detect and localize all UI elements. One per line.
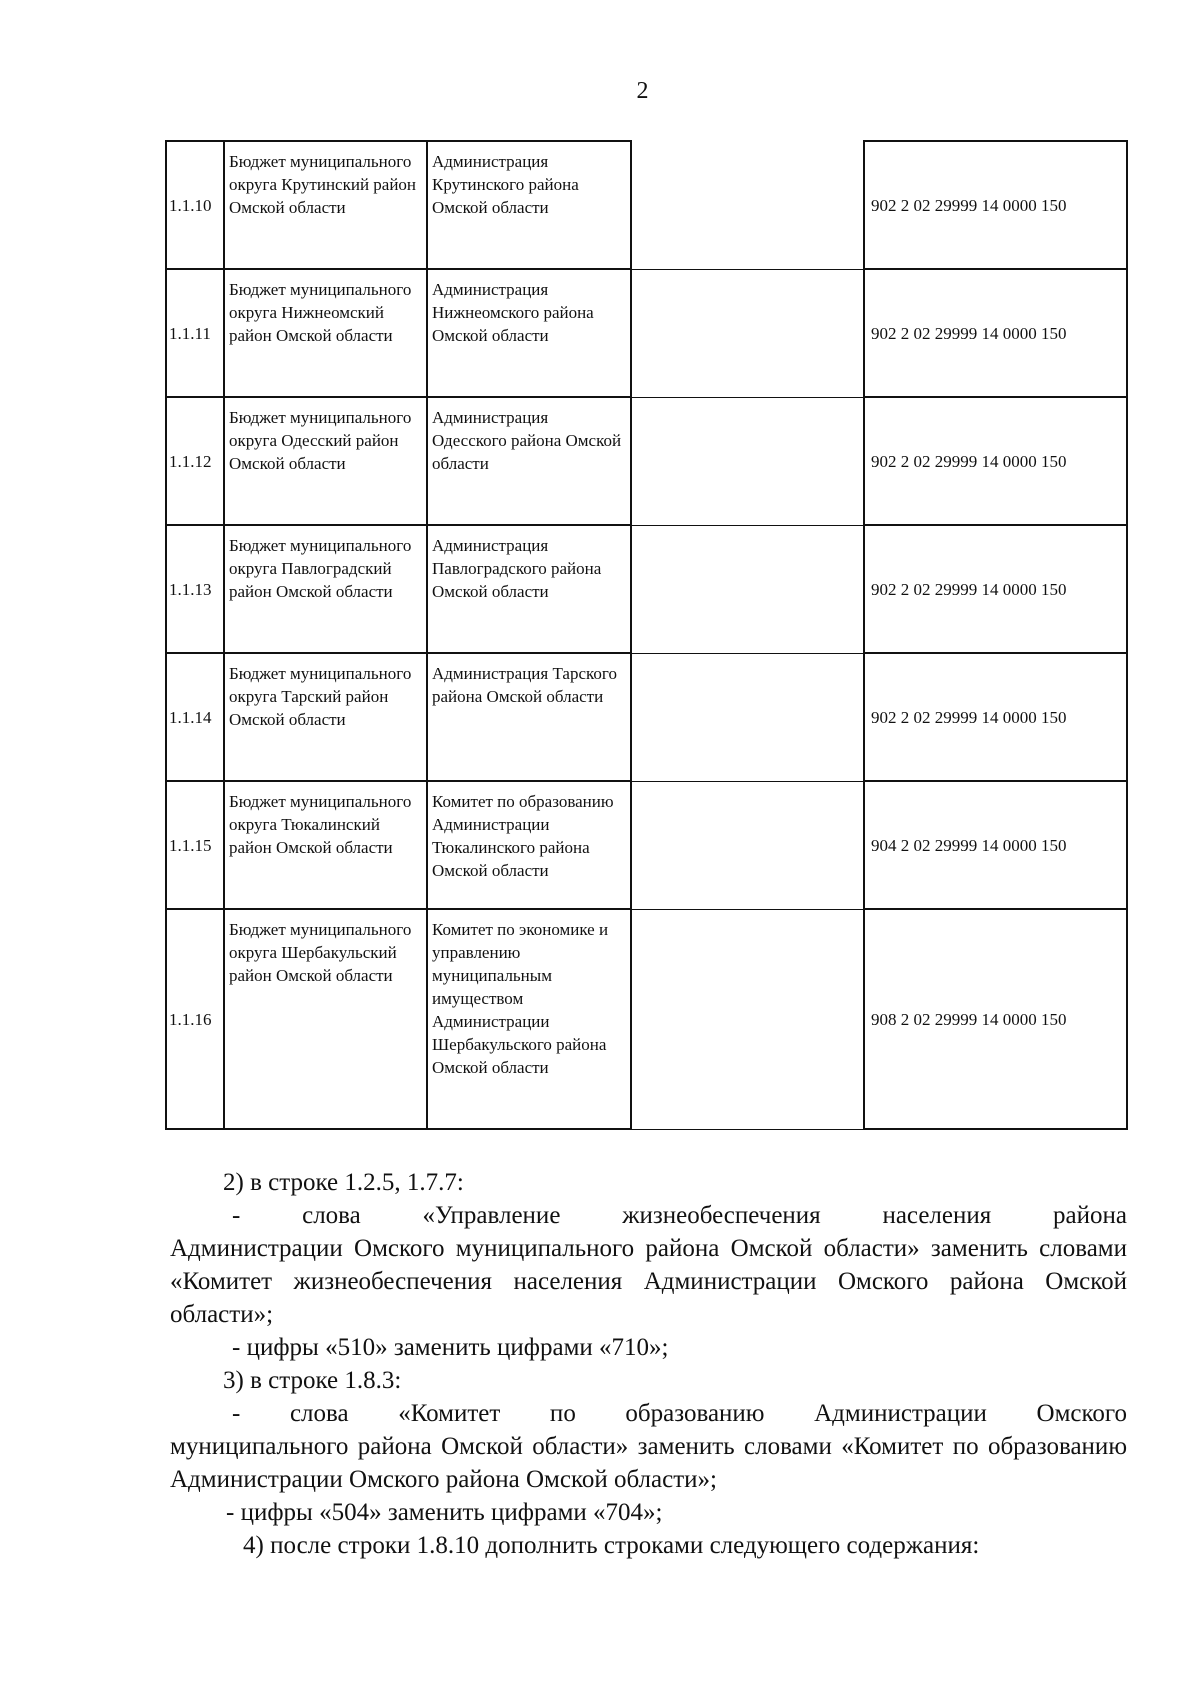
row-number: 1.1.12 <box>166 397 224 525</box>
budget-cell: Бюджет муниципального округа Тарский район Омской области <box>224 653 427 781</box>
paragraph: - цифры «510» заменить цифрами «710»; <box>232 1334 669 1361</box>
table-row <box>166 397 1127 525</box>
paragraph: - слова «Комитет по образованию Администрации Омского <box>232 1400 1127 1427</box>
table-row <box>166 909 1127 1129</box>
code-cell: 902 2 02 29999 14 0000 150 <box>864 397 1127 525</box>
paragraph: - цифры «504» заменить цифрами «704»; <box>226 1499 663 1526</box>
admin-cell: Администрация Крутинского района Омской области <box>427 141 631 269</box>
admin-cell: Администрация Тарского района Омской области <box>427 653 631 781</box>
table-row <box>166 781 1127 909</box>
code-cell: 904 2 02 29999 14 0000 150 <box>864 781 1127 909</box>
code-cell: 902 2 02 29999 14 0000 150 <box>864 141 1127 269</box>
budget-cell: Бюджет муниципального округа Павлоградский район Омской области <box>224 525 427 653</box>
code-cell: 908 2 02 29999 14 0000 150 <box>864 909 1127 1129</box>
admin-cell: Администрация Павлоградского района Омской области <box>427 525 631 653</box>
admin-cell: Администрация Одесского района Омской области <box>427 397 631 525</box>
empty-cell <box>631 653 864 781</box>
page-number: 2 <box>636 78 649 104</box>
table-row <box>166 653 1127 781</box>
code-cell: 902 2 02 29999 14 0000 150 <box>864 525 1127 653</box>
empty-cell <box>631 525 864 653</box>
budget-cell: Бюджет муниципального округа Нижнеомский район Омской области <box>224 269 427 397</box>
admin-cell: Комитет по экономике и управлению муниципальным имуществом Администрации Шербакульского района Омской области <box>427 909 631 1129</box>
paragraph: Администрации Омского муниципального района Омской области» заменить словами «Комитет жизнеобеспечения населения Администрации Омского района Омской области»; <box>170 1235 1127 1328</box>
empty-cell <box>631 909 864 1129</box>
admin-cell: Администрация Нижнеомского района Омской области <box>427 269 631 397</box>
table-row <box>166 525 1127 653</box>
table-row <box>166 269 1127 397</box>
row-number: 1.1.14 <box>166 653 224 781</box>
paragraph: муниципального района Омской области» заменить словами «Комитет по образованию Администрации Омского района Омской области»; <box>170 1433 1127 1493</box>
budget-cell: Бюджет муниципального округа Одесский район Омской области <box>224 397 427 525</box>
code-cell: 902 2 02 29999 14 0000 150 <box>864 269 1127 397</box>
empty-cell <box>631 141 864 269</box>
row-number: 1.1.15 <box>166 781 224 909</box>
row-number: 1.1.13 <box>166 525 224 653</box>
paragraph: 4) после строки 1.8.10 дополнить строками следующего содержания: <box>243 1532 980 1559</box>
paragraph: 2) в строке 1.2.5, 1.7.7: <box>223 1169 464 1196</box>
budget-table <box>165 140 1128 1130</box>
row-number: 1.1.10 <box>166 141 224 269</box>
row-number: 1.1.16 <box>166 909 224 1129</box>
empty-cell <box>631 269 864 397</box>
budget-cell: Бюджет муниципального округа Шербакульский район Омской области <box>224 909 427 1129</box>
amendment-text <box>170 1166 1127 1562</box>
empty-cell <box>631 781 864 909</box>
paragraph: 3) в строке 1.8.3: <box>223 1367 402 1394</box>
code-cell: 902 2 02 29999 14 0000 150 <box>864 653 1127 781</box>
paragraph: - слова «Управление жизнеобеспечения населения района <box>232 1202 1127 1229</box>
row-number: 1.1.11 <box>166 269 224 397</box>
empty-cell <box>631 397 864 525</box>
admin-cell: Комитет по образованию Администрации Тюкалинского района Омской области <box>427 781 631 909</box>
budget-cell: Бюджет муниципального округа Крутинский район Омской области <box>224 141 427 269</box>
budget-cell: Бюджет муниципального округа Тюкалинский район Омской области <box>224 781 427 909</box>
table-row <box>166 141 1127 269</box>
